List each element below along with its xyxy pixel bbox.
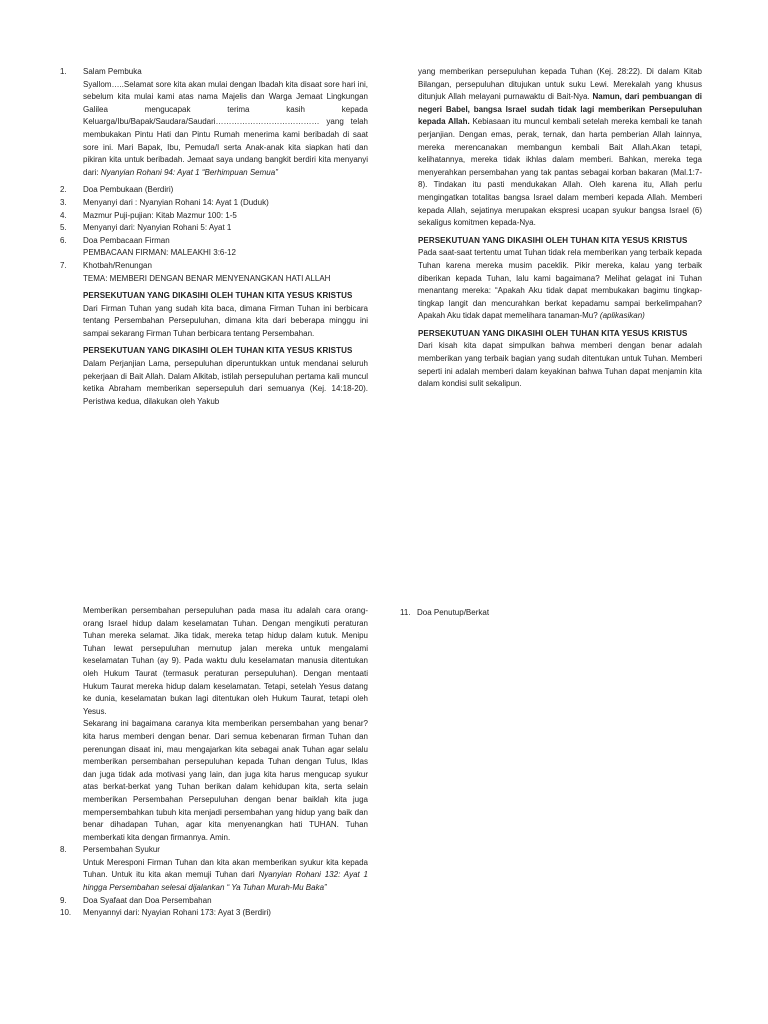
liturgy-item-11 — [400, 607, 700, 620]
item-text: Menyannyi dari: Nyayian Rohani 173: Ayat 3 (Berdiri) — [83, 908, 271, 918]
item-number: 4. — [60, 210, 67, 220]
liturgy-item-10 — [60, 907, 368, 920]
liturgy-item-8 — [60, 844, 368, 894]
item-number: 5. — [60, 223, 67, 233]
item-number: 10. — [60, 908, 72, 918]
sermon-paragraph: Kebiasaan itu muncul kembali setelah mereka kembali ke tanah perjanjian. Dengan emas, perak, ternak, dan harta pemberian Allah lainnya, mereka merencanakan membangun kembali Bait Allah.Akan tetapi, kelihatannya, mereka tidak ikhlas dalam memberi. Bahkan, mereka tega menyerahkan persembahan yang tak pantas sebagai korban bakaran (Mal.1:7-8). Tindakan itu pasti mendukakan Allah. Oleh karena itu, Allah perlu mengingatkan totalitas bangsa Israel dalam memberi kepada Allah. Memberi kepada Allah, sejatinya merupakan ekspresi ucapan syukur bangsa Israel (6) sekaligus komitmen kepada-Nya. — [418, 117, 703, 228]
page1-right-column — [418, 66, 702, 391]
liturgy-item-5 — [60, 222, 368, 235]
sermon-paragraph: yang memberikan persepuluhan kepada Tuhan (Kej. 28:22). Di dalam Kitab Bilangan, persepuluhan ditujukan untuk suku Lewi. Merekalah yang khusus ditunjuk Allah melayani purnawaktu di Bait-Nya. — [418, 67, 702, 102]
item-text: Khotbah/Renungan — [83, 260, 152, 270]
item-title: Salam Pembuka — [83, 67, 142, 76]
item-text: Mazmur Puji-pujian: Kitab Mazmur 100: 1-5 — [83, 210, 237, 220]
sermon-emphasis: Namun, dari pembuangan di negeri Babel, bangsa Israel sudah tidak lagi memberikan Persepuluhan kepada Allah. — [418, 92, 702, 127]
opening-song: Nyanyian Rohani 94: Ayat 1 “Berhimpuan Semua” — [100, 167, 278, 177]
item-text: Doa Pembacaan Firman — [83, 235, 170, 245]
item-number: 11. — [400, 608, 411, 617]
offering-text: Untuk Meresponi Firman Tuhan dan kita akan memberikan syukur kita kepada Tuhan. Untuk itu kita akan memuji Tuhan dari — [83, 857, 368, 880]
page2-left-column — [60, 605, 368, 920]
liturgy-item-7 — [60, 260, 368, 409]
scripture-reading: PEMBACAAN FIRMAN: MALEAKHI 3:6-12 — [83, 248, 236, 258]
application-note: (aplikasikan) — [599, 311, 645, 321]
item-number: 9. — [60, 895, 67, 905]
liturgy-item-3 — [60, 197, 368, 210]
item-text: Doa Syafaat dan Doa Persembahan — [83, 895, 212, 905]
sermon-paragraph: Dari Firman Tuhan yang sudah kita baca, dimana Firman Tuhan ini berbicara tentang Persembahan Persepuluhan, dimana kita dari beberapa minggu ini sampai sekarang Firman Tuhan berbicara tentang Persembahan. — [83, 303, 368, 338]
section-heading: PERSEKUTUAN YANG DIKASIHI OLEH TUHAN KITA YESUS KRISTUS — [418, 328, 688, 338]
item-text: Doa Penutup/Berkat — [417, 608, 490, 617]
liturgy-item-4 — [60, 210, 368, 223]
sermon-paragraph: Sekarang ini bagaimana caranya kita memberikan persembahan yang benar? kita harus memberi dengan benar. Dari semua kebenaran firman Tuhan dan perenungan disaat ini, mau mengajarkan kita sebagai anak Tuhan agar selalu memberikan persembahan persepuluhan kepada Tuhan dengan Tulus, Iklas dan juga tidak ada motivasi yang lain, dan juga kita harus mengucap syukur atas berkat-berkat yang Tuhan berikan dalam kehidupan kita, serta selain memberikan Persembahan Persepuluhan dengan benar baiklah kita juga mempersembahkan tubuh kita menjadi persembahan yang hidup yang baik dan benar dihadapan Tuhan, agar kita menyenangkan hati TUHAN. Tuhan memberkati kita dengan firmannya. Amin. — [83, 719, 368, 842]
section-heading: PERSEKUTUAN YANG DIKASIHI OLEH TUHAN KITA YESUS KRISTUS — [83, 346, 353, 356]
liturgy-item-9 — [60, 895, 368, 908]
item-number: 6. — [60, 235, 67, 245]
liturgy-item-1 — [60, 66, 368, 179]
opening-greeting: Syallom…..Selamat sore kita akan mulai dengan Ibadah kita disaat sore hari ini, sebelum kita mulai kami atas nama Majelis dan Warga Jemaat Lingkungan Galilea mengucapak terima kasih kepada Keluarga/Ibu/Bapak/Saudara/Saudari………………………………… yang telah membukakan Pintu Hati dan Pintu Rumah menerima kami beribadah di saat sore ini. Mari Bapak, Ibu, Pemuda/I serta Anak-anak kita siapkan hati dan pikiran kita untuk beribadah. Jemaat saya undang bangkit berdiri kita menyanyi dari: — [83, 79, 368, 177]
liturgy-item-6 — [60, 235, 368, 260]
item-number: 8. — [60, 845, 67, 855]
section-heading: PERSEKUTUAN YANG DIKASIHI OLEH TUHAN KITA YESUS KRISTUS — [83, 291, 353, 301]
sermon-theme: TEMA: MEMBERI DENGAN BENAR MENYENANGKAN HATI ALLAH — [83, 273, 331, 283]
page2-right-column — [400, 607, 700, 620]
sermon-paragraph: Pada saat-saat tertentu umat Tuhan tidak rela memberikan yang terbaik kepada Tuhan karena mereka musim paceklik. Pikir mereka, kalau yang terbaik diberikan kepada Tuhan, lalu kami bagaimana? Melihat gelagat ini Tuhan menantang mereka: “Apakah Aku tidak dapat membukakan bagimu tingkap-tingkap langit dan mencurahkan berkat kepadamu sampai berkelimpahan? Apakah Aku tidak dapat memelihara tanaman-Mu? — [418, 248, 702, 321]
sermon-paragraph: Dalam Perjanjian Lama, persepuluhan diperuntukkan untuk mendanai seluruh pekerjaan di Bait Allah. Dalam Alkitab, istilah persepuluhan pertama kali muncul ketika Abraham memberikan sepersepuluh dari semuanya (Kej. 14:18-20). Peristiwa kedua, dilakukan oleh Yakub — [83, 359, 368, 406]
offering-song: Nyanyian Rohani 132: Ayat 1 hingga Persembahan selesai dijalankan “ Ya Tuhan Murah-Mu Baka” — [83, 870, 368, 893]
item-title: Persembahan Syukur — [83, 845, 160, 855]
item-text: Menyanyi dari: Nyanyian Rohani 5: Ayat 1 — [83, 223, 232, 233]
liturgy-item-2 — [60, 184, 368, 197]
item-text: Doa Pembukaan (Berdiri) — [83, 185, 174, 195]
item-text: Menyanyi dari : Nyanyian Rohani 14: Ayat 1 (Duduk) — [83, 197, 269, 207]
sermon-paragraph: Memberikan persembahan persepuluhan pada masa itu adalah cara orang-orang Israel hidup dalam keselamatan Tuhan. Dengan mengikuti peraturan Tuhan mereka selamat. Jika tidak, mereka tetap hidup dalam kutuk. Menipu Tuhan lewat persepuluhan mernutup jalan mereka untuk mengalami keselamatan Tuhan (ay 9). Pada waktu dulu keselamatan manusia ditentukan oleh Hukum Taurat (termasuk peraturan persepuluhan). Dengan mentaati Hukum Taurat mereka hidup dalam keselamatan. Tetapi, setelah Yesus datang ke dunia, keselamatan bukan lagi ditentukan oleh Hukum Taurat, tetapi oleh Yesus. — [83, 606, 368, 716]
item-number: 2. — [60, 185, 67, 195]
page1-left-column — [60, 66, 368, 408]
item-number: 3. — [60, 197, 67, 207]
sermon-paragraph: Dari kisah kita dapat simpulkan bahwa memberi dengan benar adalah memberikan yang terbaik bagian yang sudah ditentukan untuk Tuhan. Memberi seperti ini adalah memberi dalam keyakinan bahwa Tuhan dapat menjamin kita dalam kondisi sulit sekalipun. — [418, 341, 702, 389]
section-heading: PERSEKUTUAN YANG DIKASIHI OLEH TUHAN KITA YESUS KRISTUS — [418, 235, 688, 245]
item-number: 7. — [60, 260, 67, 270]
item-number: 1. — [60, 67, 67, 76]
